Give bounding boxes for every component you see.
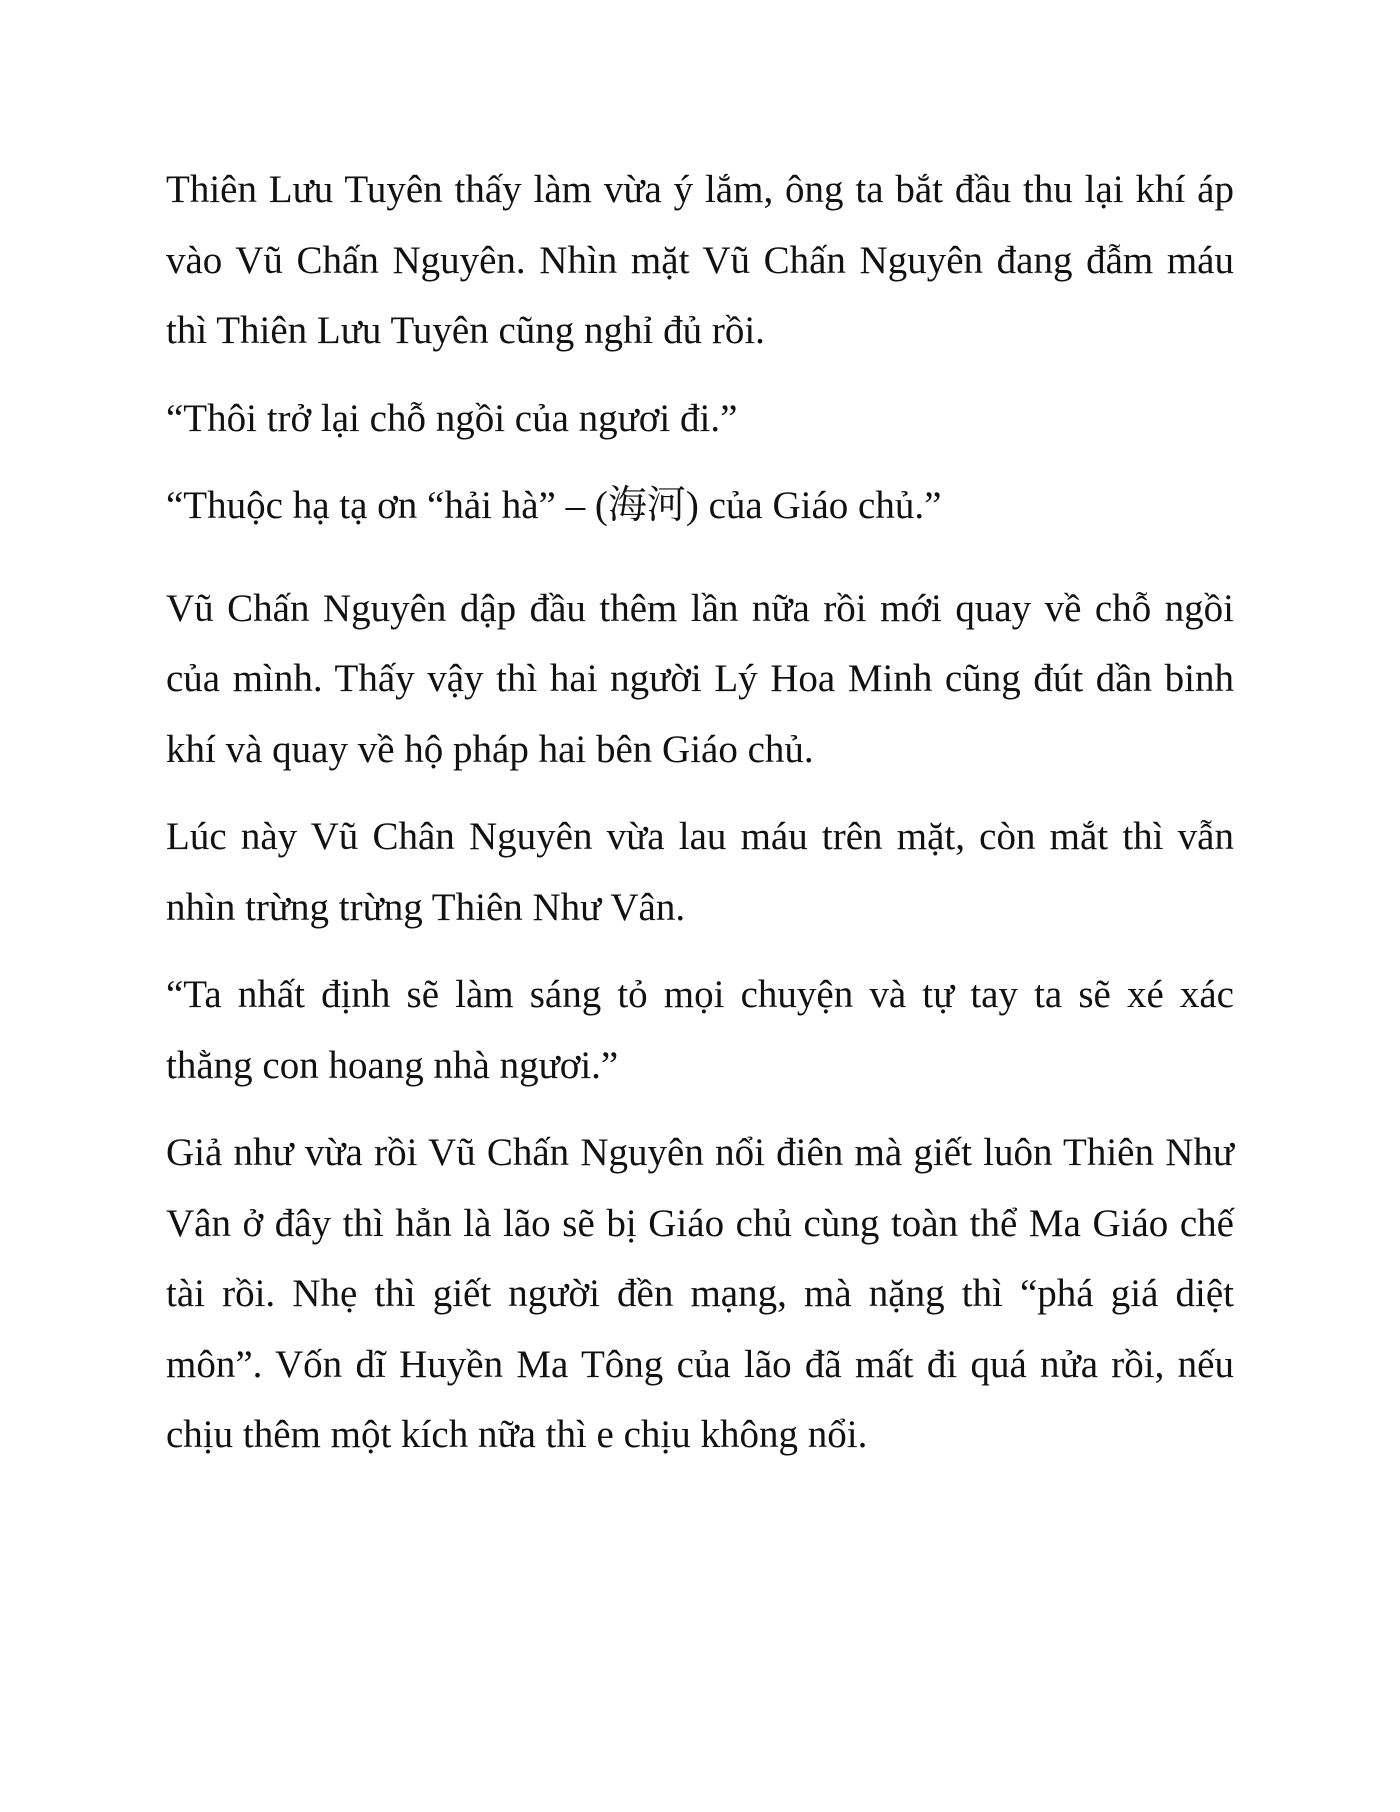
paragraph-6-dialogue: “Ta nhất định sẽ làm sáng tỏ mọi chuyện và tự tay ta sẽ xé xác thằng con hoang nhà ngươi.” <box>166 973 1234 1087</box>
document-body <box>166 155 1234 1488</box>
paragraph-4: Vũ Chấn Nguyên dập đầu thêm lần nữa rồi mới quay về chỗ ngồi của mình. Thấy vậy thì hai người Lý Hoa Minh cũng đút dần binh khí và quay về hộ pháp hai bên Giáo chủ. <box>166 586 1234 771</box>
paragraph-5: Lúc này Vũ Chân Nguyên vừa lau máu trên mặt, còn mắt thì vẫn nhìn trừng trừng Thiên Như Vân. <box>166 815 1234 929</box>
paragraph-1: Thiên Lưu Tuyên thấy làm vừa ý lắm, ông ta bắt đầu thu lại khí áp vào Vũ Chấn Nguyên. Nhìn mặt Vũ Chấn Nguyên đang đẫm máu thì Thiên Lưu Tuyên cũng nghỉ đủ rồi. <box>166 168 1234 352</box>
paragraph-3-dialogue: “Thuộc hạ tạ ơn “hải hà” – (海河) của Giáo chủ.” <box>166 484 942 527</box>
paragraph-2-dialogue: “Thôi trở lại chỗ ngồi của ngươi đi.” <box>166 396 738 440</box>
paragraph-7: Giả như vừa rồi Vũ Chấn Nguyên nổi điên mà giết luôn Thiên Như Vân ở đây thì hẳn là lão sẽ bị Giáo chủ cùng toàn thể Ma Giáo chế tài rồi. Nhẹ thì giết người đền mạng, mà nặng thì “phá giá diệt môn”. Vốn dĩ Huyền Ma Tông của lão đã mất đi quá nửa rồi, nếu chịu thêm một kích nữa thì e chịu không nổi. <box>166 1131 1234 1456</box>
